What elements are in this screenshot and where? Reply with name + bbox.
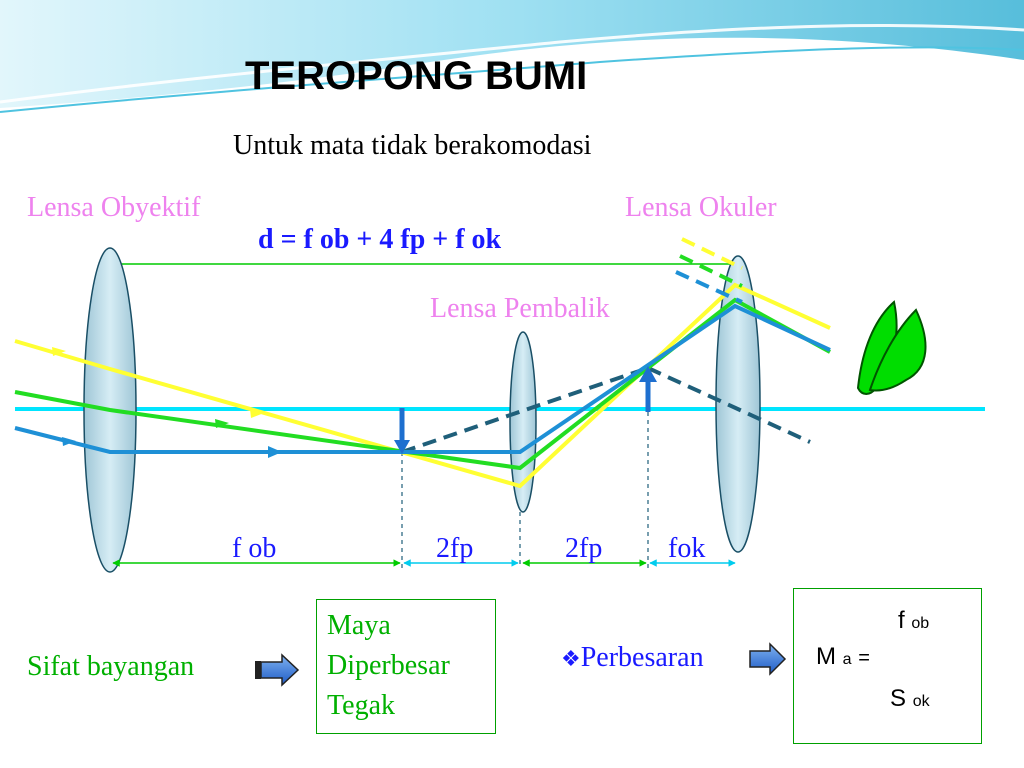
- image-properties-box: [316, 599, 496, 734]
- formula-numerator: f ob: [898, 607, 930, 634]
- dimension-label-2fp-1: 2fp: [436, 533, 474, 564]
- dimension-label-fok: fok: [668, 533, 706, 564]
- page-title: TEROPONG BUMI: [245, 54, 588, 98]
- property-diperbesar: Diperbesar: [327, 650, 450, 681]
- ray-blue: [15, 306, 830, 452]
- page-subtitle: Untuk mata tidak berakomodasi: [233, 130, 592, 161]
- length-formula: d = f ob + 4 fp + f ok: [258, 224, 502, 255]
- objective-lens-label: Lensa Obyektif: [27, 192, 201, 223]
- magnification-text: Perbesaran: [580, 642, 704, 673]
- dimension-label-fob: f ob: [232, 533, 277, 564]
- formula-lhs: M a =: [816, 643, 870, 670]
- property-tegak: Tegak: [327, 690, 396, 721]
- magnification-label: [561, 642, 704, 674]
- diamond-bullet-icon: ❖: [561, 646, 581, 671]
- magnification-formula-box: [793, 588, 982, 744]
- reversing-lens-label: Lensa Pembalik: [430, 293, 610, 324]
- formula-denominator: S ok: [890, 685, 930, 712]
- image-properties-label: Sifat bayangan: [27, 651, 195, 682]
- arrow-perbesaran-icon: [750, 644, 785, 674]
- dimension-label-2fp-2: 2fp: [565, 533, 603, 564]
- image-arrow-1: [394, 408, 410, 454]
- eyepiece-lens-label: Lensa Okuler: [625, 192, 777, 223]
- property-maya: Maya: [327, 610, 391, 641]
- arrow-sifat-icon: [255, 655, 298, 685]
- eye-icon: [858, 302, 925, 394]
